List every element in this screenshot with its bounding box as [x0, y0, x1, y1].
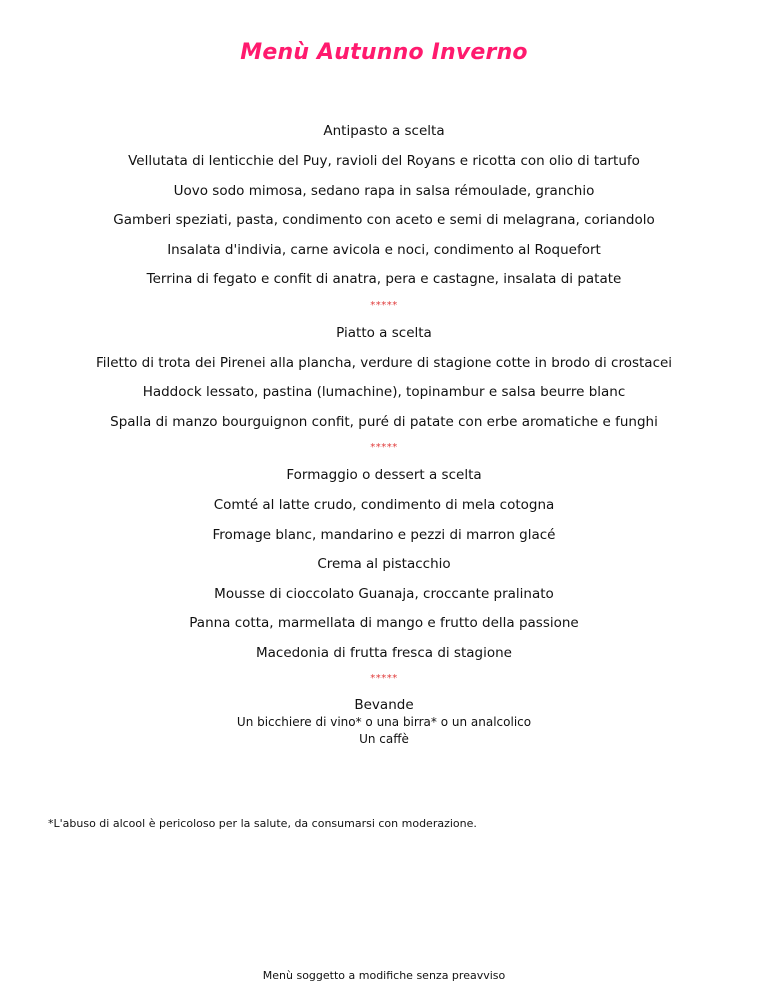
- dessert-item: Panna cotta, marmellata di mango e frutto della passione: [189, 615, 579, 631]
- footer-note: Menù soggetto a modifiche senza preavviso: [262, 969, 506, 982]
- piatti-heading: Piatto a scelta: [336, 324, 432, 341]
- bevande-line: Un caffè: [359, 732, 409, 746]
- alcohol-disclaimer: *L'abuso di alcool è pericoloso per la salute, da consumarsi con moderazione.: [48, 817, 477, 830]
- section-separator: *****: [370, 673, 398, 684]
- antipasti-section: [0, 121, 768, 289]
- antipasti-item: Terrina di fegato e confit di anatra, pera e castagne, insalata di patate: [146, 271, 622, 287]
- piatti-item: Filetto di trota dei Pirenei alla plancha, verdure di stagione cotte in brodo di crostacei: [95, 354, 673, 371]
- dessert-heading: Formaggio o dessert a scelta: [286, 467, 482, 483]
- antipasti-heading: Antipasto a scelta: [323, 123, 445, 139]
- antipasti-item: Gamberi speziati, pasta, condimento con aceto e semi di melagrana, coriandolo: [113, 212, 655, 228]
- dessert-item: Mousse di cioccolato Guanaja, croccante pralinato: [214, 585, 554, 602]
- section-separator: *****: [370, 442, 398, 453]
- bevande-section: [0, 696, 768, 748]
- antipasti-item: Vellutata di lenticchie del Puy, ravioli del Royans e ricotta con olio di tartufo: [128, 153, 640, 169]
- piatti-item: Haddock lessato, pastina (lumachine), topinambur e salsa beurre blanc: [142, 384, 626, 400]
- dessert-section: [0, 465, 768, 663]
- dessert-item: Comté al latte crudo, condimento di mela cotogna: [213, 497, 555, 513]
- piatti-item: Spalla di manzo bourguignon confit, puré di patate con erbe aromatiche e funghi: [110, 413, 658, 430]
- bevande-line: Un bicchiere di vino* o una birra* o un analcolico: [236, 715, 532, 729]
- bevande-heading: Bevande: [354, 697, 414, 713]
- dessert-item: Fromage blanc, mandarino e pezzi di marron glacé: [212, 526, 556, 543]
- antipasti-item: Insalata d'indivia, carne avicola e noci, condimento al Roquefort: [167, 241, 601, 258]
- menu-title: Menù Autunno Inverno: [240, 40, 528, 65]
- dessert-item: Macedonia di frutta fresca di stagione: [256, 644, 512, 661]
- section-separator: *****: [370, 299, 398, 311]
- menu-body: [0, 121, 768, 748]
- dessert-item: Crema al pistacchio: [317, 556, 451, 572]
- antipasti-item: Uovo sodo mimosa, sedano rapa in salsa rémoulade, granchio: [173, 182, 595, 199]
- piatti-section: [0, 323, 768, 432]
